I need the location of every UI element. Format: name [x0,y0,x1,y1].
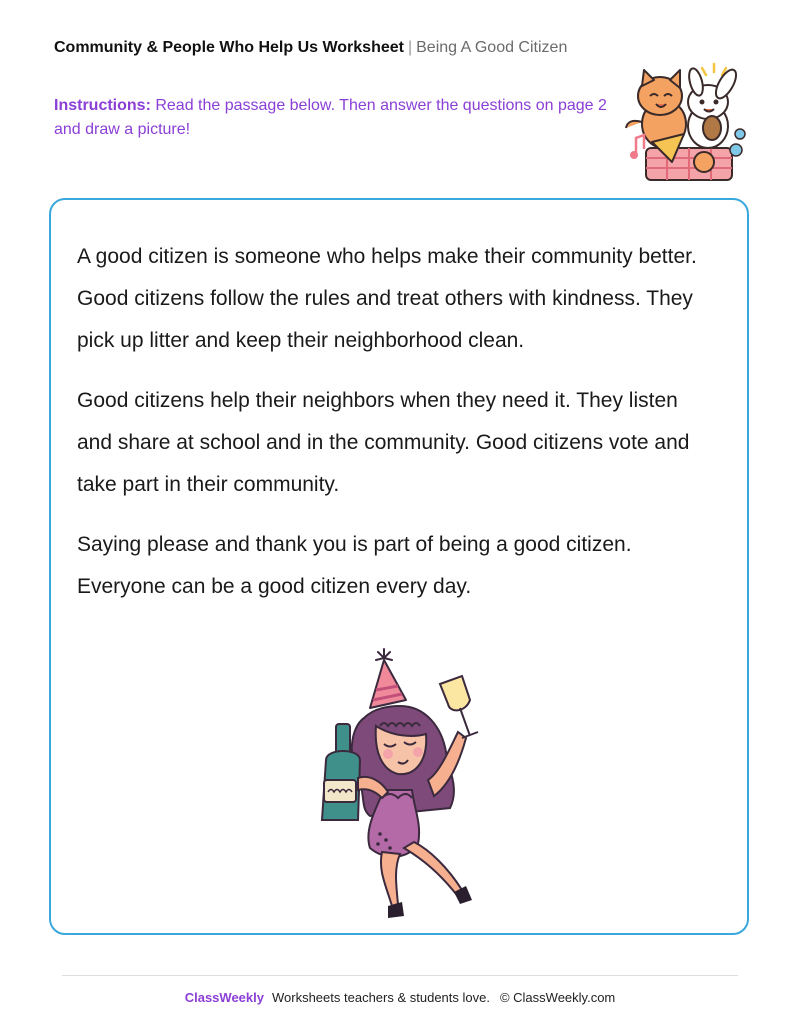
worksheet-title: Community & People Who Help Us Worksheet [54,39,404,56]
worksheet-subtitle: Being A Good Citizen [416,39,568,56]
music-note-icon [636,135,644,154]
instructions [54,94,614,142]
passage-paragraph-1: A good citizen is someone who helps make their community better. Good citizens follow the rules and treat others with kindness. They pick up litter and keep their neighborhood clean. [77,245,697,352]
cat-and-bunny-picnic-illustration [622,62,752,184]
bunny-character-icon [687,67,740,148]
reading-passage [77,236,707,626]
footer-tagline: Worksheets teachers & students love. [271,990,490,1005]
footer-copyright: © ClassWeekly.com [499,990,616,1005]
picnic-basket-icon [646,148,732,180]
worksheet-header [54,38,567,58]
party-hat-icon [370,649,406,708]
footer-divider [62,975,738,976]
footer [0,990,800,1006]
title-separator: | [407,39,413,56]
music-note-icon [730,129,745,156]
apple-icon [694,152,714,172]
celebrating-woman-illustration [300,648,500,923]
wine-glass-icon [440,676,478,738]
footer-brand: ClassWeekly [184,990,264,1005]
passage-paragraph-2: Good citizens help their neighbors when they need it. They listen and share at school and in the community. Good citizens vote and take part in their community. [77,389,690,496]
music-note-icon [630,151,638,159]
instructions-text: Read the passage below. Then answer the questions on page 2 and draw a picture! [54,97,607,138]
sun-icon [702,64,726,75]
legs [381,852,400,906]
instructions-label: Instructions: [54,97,151,114]
shoe [388,902,404,918]
passage-paragraph-3: Saying please and thank you is part of being a good citizen. Everyone can be a good citizen every day. [77,533,632,598]
